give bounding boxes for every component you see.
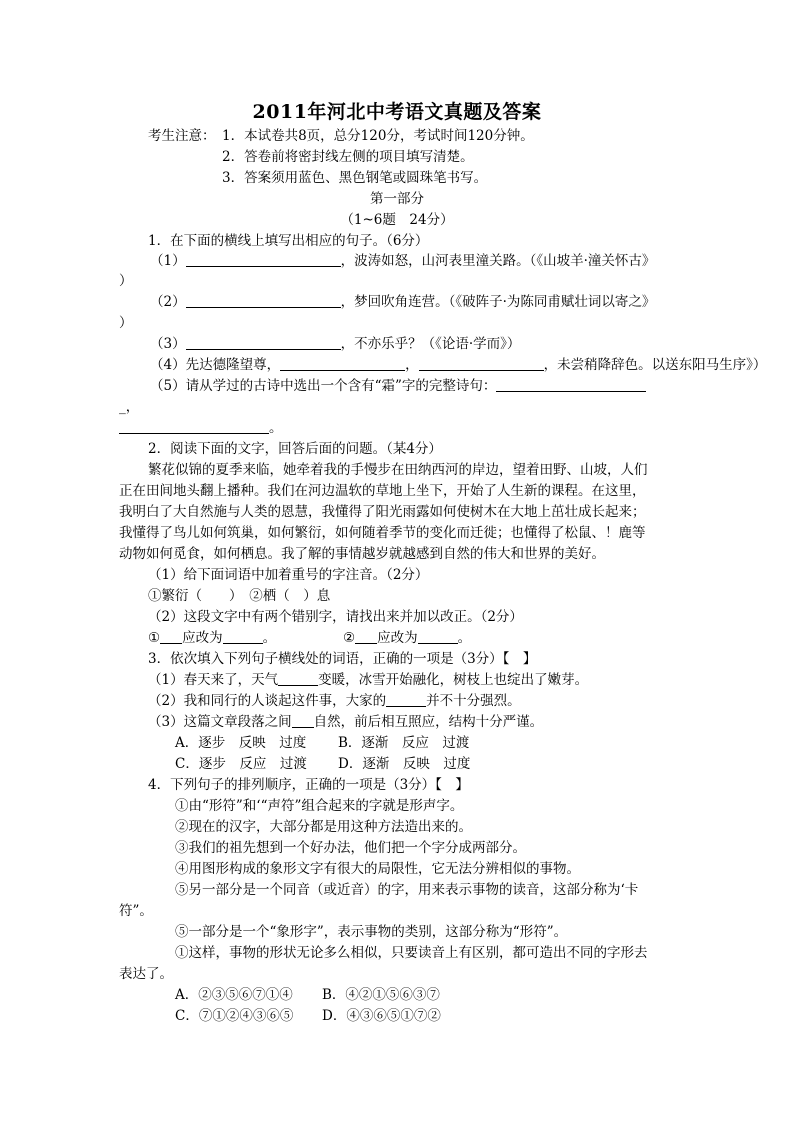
- q1-line4-text: ，未尝稍降辞色。以送东阳马生序》）: [543, 357, 767, 373]
- q1-line1-wrap: ）: [119, 273, 133, 289]
- q2-sub2: （2）这段文字中有两个错别字，请找出来并加以改正。（2分）: [148, 609, 523, 625]
- q1-line3: [150, 335, 520, 353]
- q4-sentence: ②现在的汉字，大部分都是用这种方法造出来的。: [175, 819, 472, 835]
- q3-option-c[interactable]: C．逐步 反应 过渡: [175, 756, 307, 772]
- answer-blank[interactable]: [119, 419, 269, 434]
- answer-blank[interactable]: [496, 377, 646, 392]
- answer-blank[interactable]: [386, 692, 426, 707]
- q1-stem: 1．在下面的横线上填写出相应的句子。（6分）: [148, 233, 429, 249]
- q3-line1: [148, 671, 588, 689]
- q3-option-d[interactable]: D．逐渐 反映 过度: [338, 756, 471, 772]
- q4-stem: 4．下列句子的排列顺序，正确的一项是（3分）【 】: [148, 777, 469, 793]
- q1-line4-prefix: （4）先达德隆望尊，: [150, 357, 281, 373]
- q4-sentence: ①由“形符”和‘“声符”组合起来的字就是形声字。: [175, 798, 464, 814]
- q3-line3: [148, 713, 543, 731]
- note-1: 1．本试卷共8页，总分120分，考试时间120分钟。: [222, 128, 534, 144]
- q3-stem: 3．依次填入下列句子横线处的词语，正确的一项是（3分）【 】: [148, 651, 537, 667]
- q4-sentence: ①这样，事物的形状无论多么相似，只要读音上有区别，都可造出不同的字形去: [175, 945, 648, 961]
- passage-line: 我明白了大自然施与人类的恩慧，我懂得了阳光雨露如何使树木在大地上茁壮成长起来；: [119, 504, 646, 520]
- q2-sub1-a: ①繁衍（ ）: [148, 588, 236, 604]
- answer-blank[interactable]: [280, 356, 405, 371]
- q1-line5-cont: _，: [119, 399, 140, 415]
- notes-label: 考生注意：: [148, 128, 216, 144]
- q2-sub2-b: [343, 629, 471, 647]
- q4-sentence-wrap: 符”。: [119, 903, 153, 919]
- q4-option-d[interactable]: D．④③⑥⑤①⑦②: [322, 1008, 441, 1024]
- q4-option-b[interactable]: B．④②①⑤⑥③⑦: [322, 987, 440, 1003]
- q2-sub1-items: [148, 587, 330, 605]
- note-3: 3．答案须用蓝色、黑色钢笔或圆珠笔书写。: [222, 170, 488, 186]
- answer-blank[interactable]: [160, 629, 182, 644]
- q4-sentence: ③我们的祖先想到一个好办法，他们把一个字分成两部分。: [175, 840, 526, 856]
- answer-blank[interactable]: [186, 335, 341, 350]
- q2-sub1-b: ②栖（ ）息: [249, 588, 331, 604]
- q3-option-b[interactable]: B．逐渐 反应 过渡: [338, 735, 470, 751]
- q4-sentence-wrap: 表达了。: [119, 966, 173, 982]
- q3-line3-text: 自然，前后相互照应，结构十分严谨。: [313, 714, 544, 730]
- note-2: 2．答卷前将密封线左侧的项目填写清楚。: [222, 149, 474, 165]
- q1-line1-text: ，波涛如怒，山河表里潼关路。（《山坡羊·潼关怀古》: [340, 253, 656, 269]
- comma: ，: [405, 357, 419, 373]
- q2-sub1: （1）给下面词语中加着重号的字注音。（2分）: [148, 567, 429, 583]
- period: 。: [262, 630, 277, 646]
- correction-label: 应改为: [377, 630, 418, 646]
- q2-sub2-a: [148, 629, 276, 647]
- q1-line5-text: （5）请从学过的古诗中选出一个含有“霜”字的完整诗句：: [150, 378, 497, 394]
- q3-option-a[interactable]: A．逐步 反映 过度: [175, 735, 307, 751]
- q3-line1-prefix: （1）春天来了，天气: [148, 672, 279, 688]
- q4-sentence: ⑤另一部分是一个同音（或近音）的字，用来表示事物的读音，这部分称为‘卡: [175, 882, 639, 898]
- q1-line5-end: [119, 419, 283, 437]
- q1-line2-text: ，梦回吹角连营。（《破阵子·为陈同甫赋壮词以寄之》: [340, 294, 656, 310]
- passage-line: 繁花似锦的夏季来临，她牵着我的手慢步在田纳西河的岸边，望着田野、山坡，人们: [148, 462, 648, 478]
- correction-label: 应改为: [182, 630, 223, 646]
- q1-line5: [150, 377, 646, 395]
- q1-line2-prefix: （2）: [150, 294, 186, 310]
- passage-line: 我懂得了鸟儿如何筑巢，如何繁衍，如何随着季节的变化而迁徙；也懂得了松鼠、！鹿等: [119, 525, 646, 541]
- q4-sentence: ⑤一部分是一个“象形字”，表示事物的类别，这部分称为“形符”。: [175, 924, 568, 940]
- answer-blank[interactable]: [186, 252, 341, 267]
- q3-line2-text: 并不十分强烈。: [426, 693, 521, 709]
- q1-line4: [150, 356, 766, 374]
- q3-line2: [148, 692, 521, 710]
- answer-blank[interactable]: [186, 293, 341, 308]
- q4-sentence: ④用图形构成的象形文字有很大的局限性，它无法分辨相似的事物。: [175, 861, 580, 877]
- part-heading: 第一部分: [370, 191, 424, 207]
- answer-blank[interactable]: [418, 629, 458, 644]
- answer-blank[interactable]: [223, 629, 263, 644]
- period: 。: [269, 420, 283, 436]
- circled-2: ②: [343, 630, 356, 646]
- q3-line1-text: 变暖，冰雪开始融化，树枝上也绽出了嫩芽。: [318, 672, 589, 688]
- passage-line: 正在田间地头翻上播种。我们在河边温软的草地上坐下，开始了人生新的课程。在这里，: [119, 483, 646, 499]
- part-range: （1~6题 24分）: [340, 212, 454, 228]
- page-title: 2011年河北中考语文真题及答案: [252, 101, 542, 123]
- q1-line2: [150, 293, 655, 311]
- q2-stem: 2．阅读下面的文字，回答后面的问题。（某4分）: [148, 441, 442, 457]
- period: 。: [457, 630, 472, 646]
- q4-option-a[interactable]: A．②③⑤⑥⑦①④: [175, 987, 293, 1003]
- q1-line1: [150, 252, 655, 270]
- answer-blank[interactable]: [278, 671, 318, 686]
- q1-line1-prefix: （1）: [150, 253, 186, 269]
- q3-line2-prefix: （2）我和同行的人谈起这件事，大家的: [148, 693, 387, 709]
- answer-blank[interactable]: [419, 356, 544, 371]
- q3-line3-prefix: （3）这篇文章段落之间: [148, 714, 292, 730]
- passage-line: 动物如何觅食，如何栖息。我了解的事情越岁就越感到自然的伟大和世界的美好。: [119, 546, 605, 562]
- q1-line3-prefix: （3）: [150, 336, 186, 352]
- answer-blank[interactable]: [292, 713, 314, 728]
- answer-blank[interactable]: [355, 629, 377, 644]
- q1-line2-wrap: ）: [119, 315, 133, 331]
- circled-1: ①: [148, 630, 161, 646]
- q1-line3-text: ，不亦乐乎？（《论语·学而》）: [340, 336, 521, 352]
- q4-option-c[interactable]: C．⑦①②④③⑥⑤: [175, 1008, 294, 1024]
